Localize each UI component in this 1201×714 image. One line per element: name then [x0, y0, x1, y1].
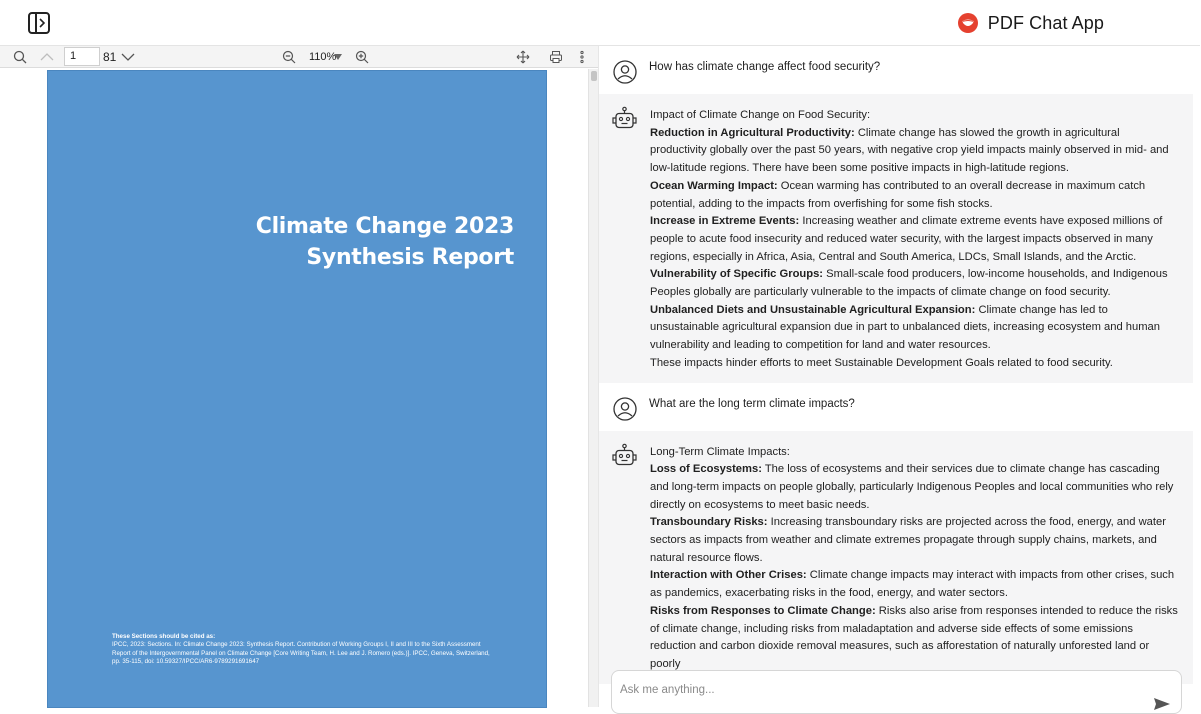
pan-move-icon[interactable] — [516, 49, 530, 65]
response-point — [650, 213, 1179, 266]
app-logo-icon — [958, 13, 978, 33]
zoom-in-icon[interactable] — [355, 49, 369, 65]
user-avatar-icon — [613, 60, 637, 89]
cover-title-line1: Climate Change 2023 — [255, 214, 514, 239]
cover-citation — [112, 633, 492, 667]
response-point — [650, 302, 1179, 355]
app-title: PDF Chat App — [987, 12, 1104, 33]
user-avatar-icon — [613, 397, 637, 426]
point-text: Small-scale food producers, low-income households, and Indigenous Peoples globally are particularly vulnerable to the impacts of climate change on food security. — [650, 268, 1168, 299]
user-message — [599, 383, 1193, 431]
page-total: 81 — [103, 50, 117, 64]
citation-heading: These Sections should be cited as: — [112, 633, 216, 640]
assistant-message-body — [599, 431, 1193, 684]
app-header — [0, 0, 1200, 46]
point-text: Ocean warming has contributed to an overall decrease in maximum catch potential, adding to the impacts from overfishing for some fish stocks. — [650, 179, 1146, 210]
response-closing: These impacts hinder efforts to meet Sustainable Development Goals related to food security. — [650, 356, 1113, 369]
zoom-out-icon[interactable] — [282, 49, 296, 65]
user-message — [599, 46, 1193, 94]
previous-page-icon[interactable] — [40, 49, 54, 65]
zoom-level[interactable]: 110% — [309, 51, 337, 63]
point-text: Climate change has led to unsustainable agricultural expansion due in part to unbalanced diets, increasing ecosystem and human vulnerability and leading to competition for land and water resources. — [650, 303, 1160, 352]
pdf-page-area[interactable] — [0, 69, 598, 707]
point-label: Risks from Responses to Climate Change: — [650, 604, 876, 617]
point-label: Loss of Ecosystems: — [650, 463, 762, 476]
chat-panel — [598, 46, 1200, 707]
citation-text: IPCC, 2023: Sections. In: Climate Change 2023: Synthesis Report. Contribution of Working Groups I, II and III to the Sixth Assessment Report of the Intergovernmental Panel on Climate Change [Core Writing Team, H. Lee and J. Romero (eds.)]. IPCC, Geneva, Switzerland, pp. 35-115, doi: 10.59327/IPCC/AR6-9789291691647 — [112, 641, 490, 666]
point-label: Unbalanced Diets and Unsustainable Agricultural Expansion: — [650, 303, 976, 316]
response-heading: Impact of Climate Change on Food Security: — [650, 109, 871, 121]
pdf-viewer — [0, 46, 598, 707]
response-point — [650, 461, 1179, 514]
search-icon[interactable] — [13, 49, 27, 65]
print-icon[interactable] — [549, 49, 563, 65]
more-options-icon[interactable] — [579, 49, 585, 65]
sidebar-toggle-icon[interactable] — [28, 12, 50, 34]
cover-title — [256, 211, 514, 273]
response-point — [650, 266, 1179, 301]
chat-input[interactable] — [620, 681, 1140, 699]
response-point — [650, 514, 1179, 567]
user-message-text: How has climate change affect food security? — [649, 61, 881, 73]
point-text: The loss of ecosystems and their services due to climate change has cascading and long-term impacts on people globally, particularly Indigenous Peoples and local communities who rely directly on ecosystems to meet basic needs. — [650, 463, 1174, 511]
assistant-message — [599, 431, 1193, 684]
point-text: Risks also arise from responses intended to reduce the risks of climate change, including risks from maladaptation and adverse side effects of some emissions reduction and carbon dioxide removal measures, such as afforestation of naturally unforested land or poorly — [650, 604, 1178, 670]
point-label: Interaction with Other Crises: — [650, 569, 807, 582]
point-text: Climate change impacts may interact with impacts from other crises, such as pandemics, exacerbating risks in the food, energy, and water sectors. — [650, 569, 1175, 600]
point-label: Increase in Extreme Events: — [650, 215, 800, 228]
point-text: Increasing weather and climate extreme events have exposed millions of people to acute food insecurity and reduced water security, with the largest impacts observed in many regions, especially in Africa, Asia, Central and South America, LDCs, Small Islands, and the Arctic. — [650, 215, 1163, 263]
next-page-icon[interactable] — [121, 49, 135, 65]
user-message-text: What are the long term climate impacts? — [649, 397, 855, 410]
pdf-toolbar — [0, 46, 598, 68]
pdf-cover-page — [48, 71, 546, 707]
response-point — [650, 567, 1179, 602]
point-label: Reduction in Agricultural Productivity: — [650, 126, 855, 139]
response-heading: Long-Term Climate Impacts: — [650, 445, 790, 458]
pdf-scrollbar[interactable] — [588, 69, 598, 707]
point-text: Climate change has slowed the growth in agricultural productivity globally over the past 50 years, with negative crop yield impacts mainly observed in mid- and low-latitude regions. There have been some positive impacts in high-latitude regions. — [650, 126, 1169, 175]
response-point — [650, 125, 1179, 178]
bot-avatar-icon — [611, 106, 638, 138]
point-text: Increasing transboundary risks are projected across the food, energy, and water sectors as impacts from weather and climate extremes propagate through supply chains, markets, and natural resource flows. — [650, 516, 1166, 564]
assistant-message — [599, 94, 1193, 383]
send-icon[interactable] — [1153, 697, 1171, 711]
response-point — [650, 603, 1179, 674]
point-label: Ocean Warming Impact: — [650, 179, 778, 192]
brand — [958, 12, 1104, 34]
page-number-input[interactable]: 1 — [64, 47, 100, 66]
point-label: Vulnerability of Specific Groups: — [650, 268, 824, 281]
message-list — [599, 46, 1201, 670]
chevron-down-icon[interactable] — [334, 49, 342, 65]
response-point — [650, 178, 1179, 213]
chat-input-box[interactable] — [611, 670, 1182, 714]
point-label: Transboundary Risks: — [650, 516, 768, 529]
cover-title-line2: Synthesis Report — [306, 245, 514, 270]
assistant-message-body — [599, 94, 1193, 383]
bot-avatar-icon — [611, 443, 638, 475]
